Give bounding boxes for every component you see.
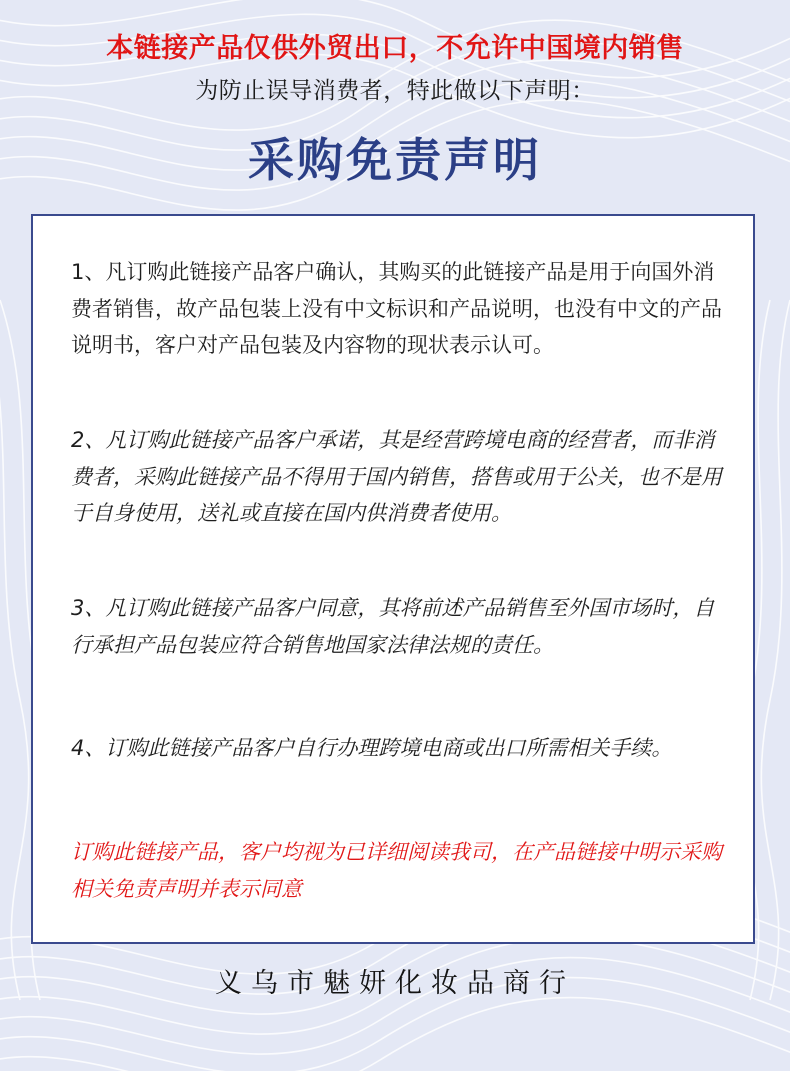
clause-4: 4、订购此链接产品客户自行办理跨境电商或出口所需相关手续。 xyxy=(71,736,673,760)
page-title: 采购免责声明 xyxy=(248,133,542,187)
export-only-notice: 本链接产品仅供外贸出口，不允许中国境内销售 xyxy=(106,33,684,64)
disclaimer-panel xyxy=(31,214,755,944)
clause-3: 3、凡订购此链接产品客户同意，其将前述产品销售至外国市场时，自行承担产品包装应符合销售地国家法律法规的责任。 xyxy=(71,596,715,657)
acceptance-statement: 订购此链接产品，客户均视为已详细阅读我司，在产品链接中明示采购相关免责声明并表示同意 xyxy=(71,840,722,901)
company-name: 义乌市魅妍化妆品商行 xyxy=(215,968,575,999)
declaration-intro: 为防止误导消费者，特此做以下声明： xyxy=(195,78,595,104)
clause-2: 2、凡订购此链接产品客户承诺，其是经营跨境电商的经营者，而非消费者，采购此链接产品不得用于国内销售，搭售或用于公关，也不是用于自身使用，送礼或直接在国内供消费者使用。 xyxy=(71,428,722,525)
clause-1: 1、凡订购此链接产品客户确认，其购买的此链接产品是用于向国外消费者销售，故产品包装上没有中文标识和产品说明，也没有中文的产品说明书，客户对产品包装及内容物的现状表示认可。 xyxy=(71,260,722,357)
